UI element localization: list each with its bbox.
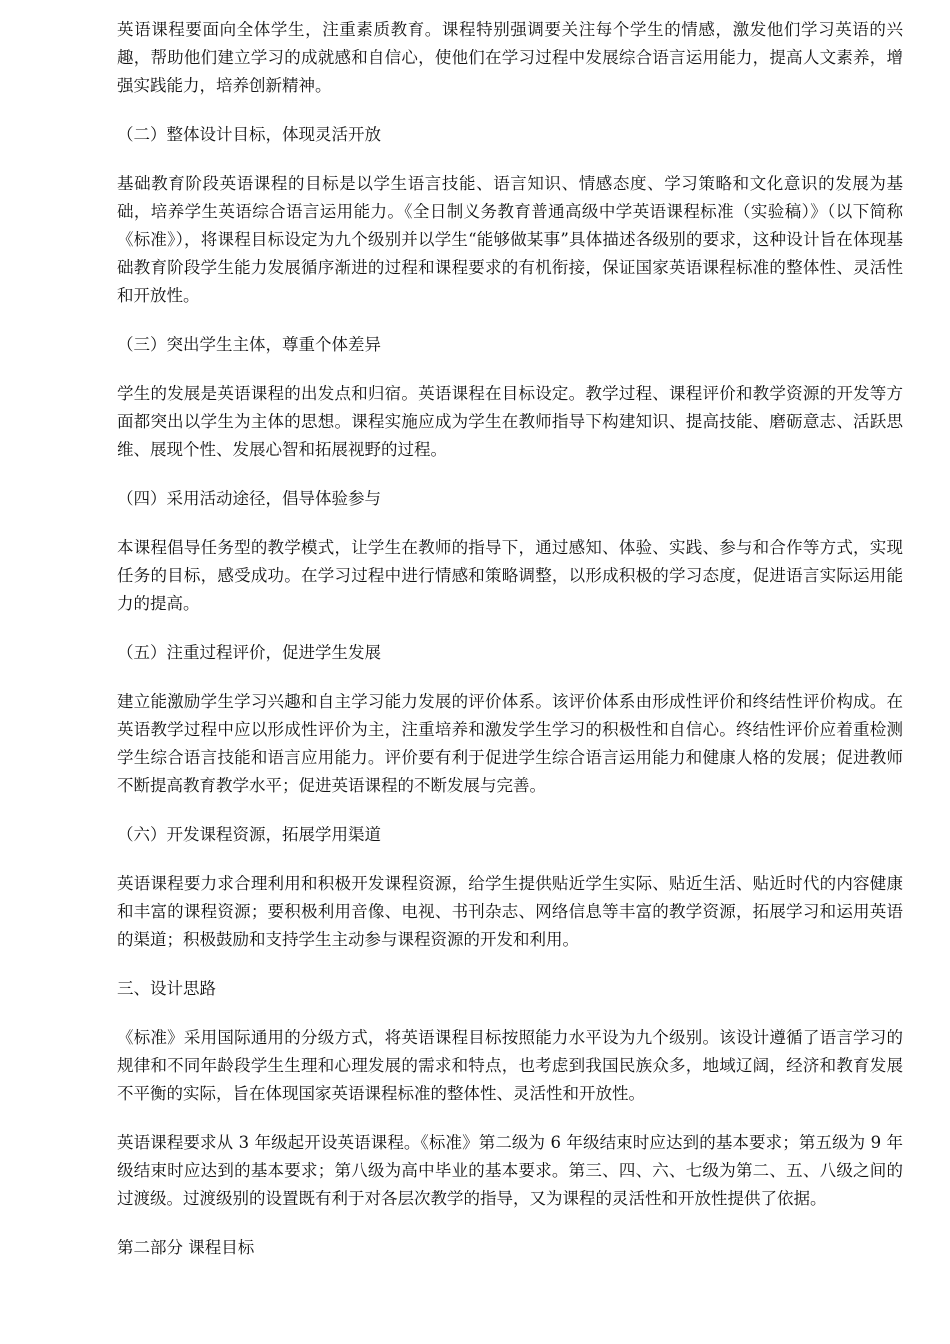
paragraph-student-centered: 英语课程要面向全体学生，注重素质教育。课程特别强调要关注每个学生的情感，激发他们学习英语的兴趣，帮助他们建立学习的成就感和自信心，使他们在学习过程中发展综合语言运用能力，提高人文素养，增强实践能力，培养创新精神。 (117, 20, 903, 95)
heading-overall-design: （二）整体设计目标，体现灵活开放 (117, 125, 381, 144)
paragraph-overall-design: 基础教育阶段英语课程的目标是以学生语言技能、语言知识、情感态度、学习策略和文化意识的发展为基础，培养学生英语综合语言运用能力。《全日制义务教育普通高级中学英语课程标准（实验稿）》（以下简称《标准》），将课程目标设定为九个级别并以学生“能够做某事”具体描述各级别的要求，这种设计旨在体现基础教育阶段学生能力发展循序渐进的过程和课程要求的有机衔接，保证国家英语课程标准的整体性、灵活性和开放性。 (117, 174, 903, 305)
paragraph-curriculum-resources: 英语课程要力求合理利用和积极开发课程资源，给学生提供贴近学生实际、贴近生活、贴近时代的内容健康和丰富的课程资源；要积极利用音像、电视、书刊杂志、网络信息等丰富的教学资源，拓展学习和运用英语的渠道；积极鼓励和支持学生主动参与课程资源的开发和利用。 (117, 874, 903, 949)
paragraph-grading-system: 《标准》采用国际通用的分级方式，将英语课程目标按照能力水平设为九个级别。该设计遵循了语言学习的规律和不同年龄段学生生理和心理发展的需求和特点，也考虑到我国民族众多，地域辽阔，经济和教育发展不平衡的实际，旨在体现国家英语课程标准的整体性、灵活性和开放性。 (117, 1028, 903, 1103)
heading-design-ideas: 三、设计思路 (117, 979, 216, 998)
heading-process-evaluation: （五）注重过程评价，促进学生发展 (117, 643, 381, 662)
heading-part-two-course-goals: 第二部分 课程目标 (117, 1238, 255, 1257)
heading-curriculum-resources: （六）开发课程资源，拓展学用渠道 (117, 825, 381, 844)
document-page (117, 16, 903, 1262)
heading-student-subject: （三）突出学生主体，尊重个体差异 (117, 335, 381, 354)
heading-activity-approach: （四）采用活动途径，倡导体验参与 (117, 489, 381, 508)
paragraph-activity-approach: 本课程倡导任务型的教学模式，让学生在教师的指导下，通过感知、体验、实践、参与和合作等方式，实现任务的目标，感受成功。在学习过程中进行情感和策略调整，以形成积极的学习态度，促进语言实际运用能力的提高。 (117, 538, 903, 613)
paragraph-process-evaluation: 建立能激励学生学习兴趣和自主学习能力发展的评价体系。该评价体系由形成性评价和终结性评价构成。在英语教学过程中应以形成性评价为主，注重培养和激发学生学习的积极性和自信心。终结性评价应着重检测学生综合语言技能和语言应用能力。评价要有利于促进学生综合语言运用能力和健康人格的发展；促进教师不断提高教育教学水平；促进英语课程的不断发展与完善。 (117, 692, 903, 795)
paragraph-grade-levels: 英语课程要求从 3 年级起开设英语课程。《标准》第二级为 6 年级结束时应达到的基本要求；第五级为 9 年级结束时应达到的基本要求；第八级为高中毕业的基本要求。第三、四、六、七级为第二、五、八级之间的过渡级。过渡级别的设置既有利于对各层次教学的指导，又为课程的灵活性和开放性提供了依据。 (117, 1133, 903, 1208)
paragraph-student-subject: 学生的发展是英语课程的出发点和归宿。英语课程在目标设定。教学过程、课程评价和教学资源的开发等方面都突出以学生为主体的思想。课程实施应成为学生在教师指导下构建知识、提高技能、磨砺意志、活跃思维、展现个性、发展心智和拓展视野的过程。 (117, 384, 903, 459)
